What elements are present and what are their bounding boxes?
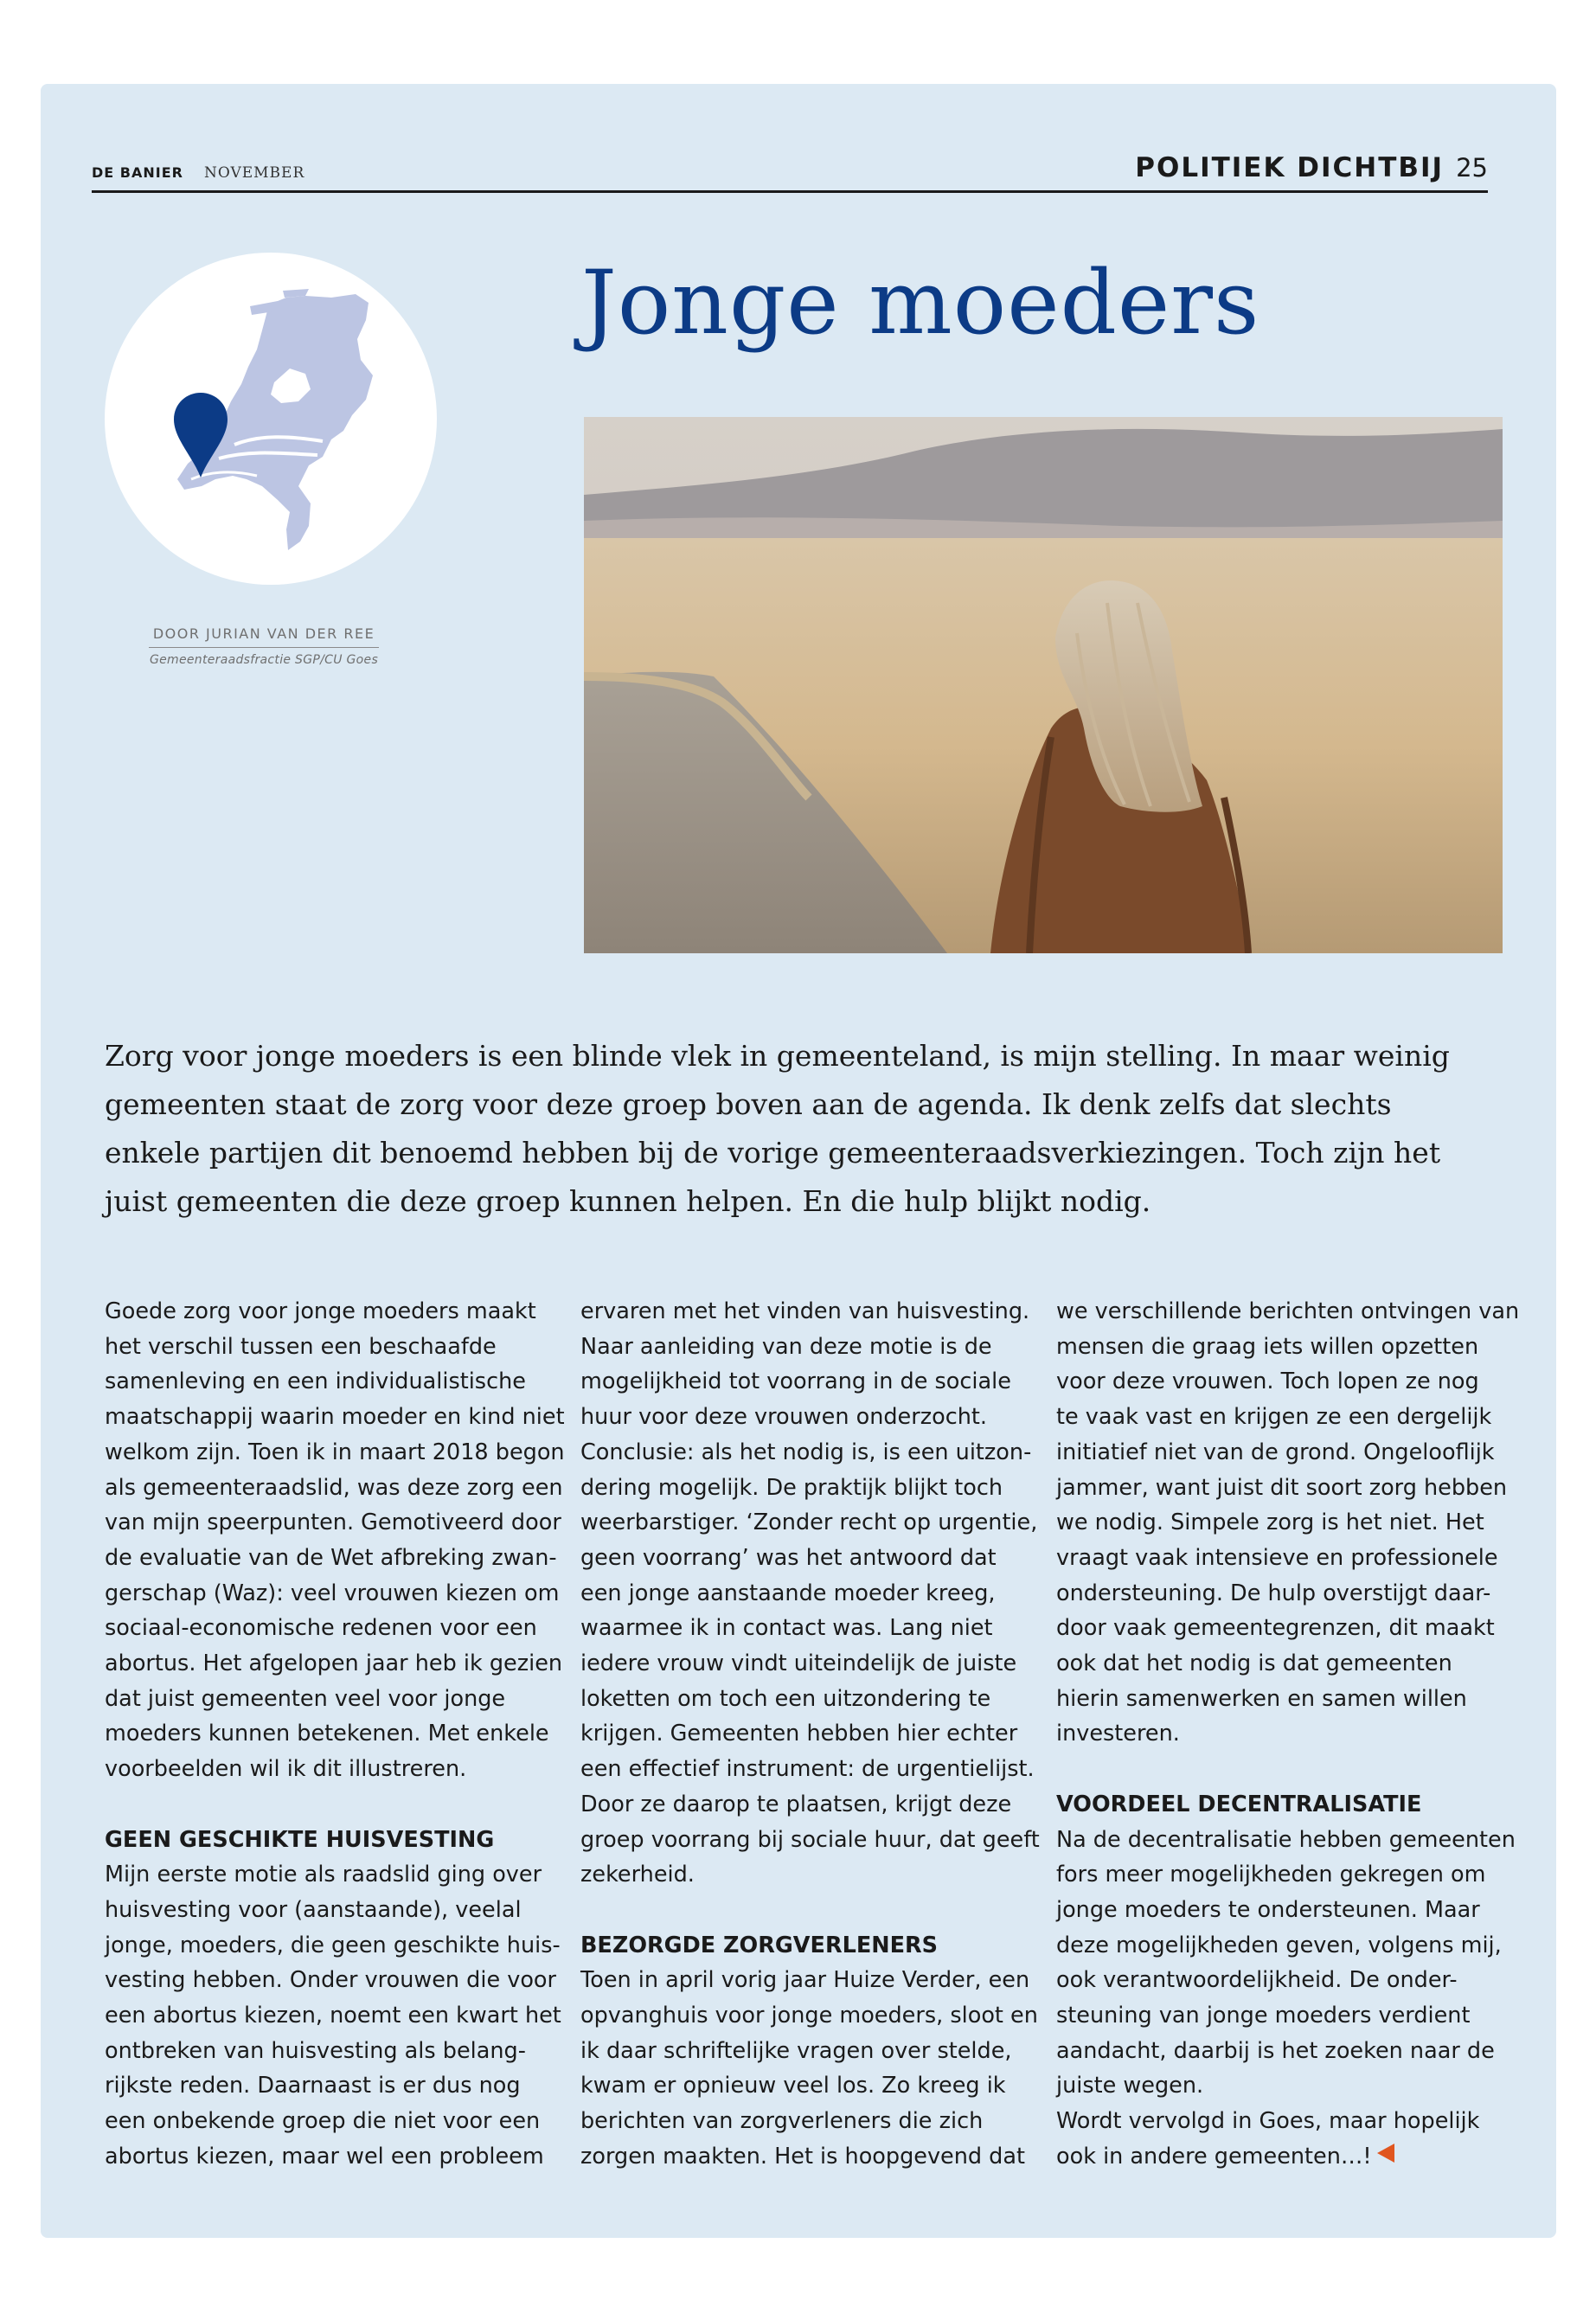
publication-name: DE BANIER	[92, 164, 183, 181]
body-line: welkom zijn. Toen ik in maart 2018 begon	[105, 1439, 565, 1465]
body-line: een jonge aanstaande moeder kreeg,	[580, 1580, 996, 1606]
subheading: GEEN GESCHIKTE HUISVESTING	[105, 1826, 495, 1853]
body-line: voor deze vrouwen. Toch lopen ze nog	[1056, 1368, 1479, 1395]
body-line: mogelijkheid tot voorrang in de sociale	[580, 1368, 1011, 1395]
paragraph-gap	[1056, 1752, 1506, 1787]
body-line: zekerheid.	[580, 1862, 695, 1888]
netherlands-map-icon	[105, 253, 437, 585]
body-line: de evaluatie van de Wet afbreking zwan-	[105, 1544, 557, 1571]
byline-author: DOOR JURIAN VAN DER REE	[149, 625, 379, 648]
header-left	[92, 164, 304, 182]
page-number: 25	[1456, 153, 1488, 183]
body-line: deze mogelijkheden geven, volgens mij,	[1056, 1932, 1502, 1958]
body-line: initiatief niet van de grond. Ongelooflijk	[1056, 1439, 1495, 1465]
body-line: steuning van jonge moeders verdient	[1056, 2003, 1471, 2029]
body-line: dat juist gemeenten veel voor jonge	[105, 1685, 506, 1712]
subheading: VOORDEEL DECENTRALISATIE	[1056, 1791, 1422, 1817]
body-line: hierin samenwerken en samen willen	[1056, 1685, 1467, 1712]
body-line: maatschappij waarin moeder en kind niet	[105, 1404, 565, 1431]
body-line: een abortus kiezen, noemt een kwart het	[105, 2003, 561, 2029]
body-line: ik daar schriftelijke vragen over stelde,	[580, 2037, 1012, 2064]
photo-woman-in-field	[584, 417, 1503, 953]
body-line: Na de decentralisatie hebben gemeenten	[1056, 1826, 1516, 1853]
body-line: Conclusie: als het nodig is, is een uitzon-	[580, 1439, 1032, 1465]
body-line: opvanghuis voor jonge moeders, sloot en	[580, 2003, 1038, 2029]
body-line: het verschil tussen een beschaafde	[105, 1333, 497, 1360]
article-column-1	[105, 1294, 565, 2175]
body-line: juiste wegen.	[1056, 2073, 1204, 2099]
body-line: kwam er opnieuw veel los. Zo kreeg ik	[580, 2073, 1006, 2099]
body-line: ook in andere gemeenten…!	[1056, 2139, 1506, 2175]
body-line: jonge, moeders, die geen geschikte huis-	[105, 1932, 561, 1958]
body-line: jammer, want juist dit soort zorg hebben	[1056, 1474, 1508, 1501]
article-column-3	[1056, 1294, 1520, 2175]
body-line: door vaak gemeentegrenzen, dit maakt	[1056, 1615, 1495, 1642]
body-line: berichten van zorgverleners die zich	[580, 2108, 984, 2135]
body-line: samenleving en een individualistische	[105, 1368, 526, 1395]
page-header	[92, 154, 1488, 193]
body-line: zorgen maakten. Het is hoopgevend dat	[580, 2143, 1025, 2170]
body-line: investeren.	[1056, 1721, 1180, 1747]
paragraph-gap	[105, 1787, 554, 1823]
body-line: weerbarstiger. ‘Zonder recht op urgentie,	[580, 1509, 1038, 1536]
body-line: groep voorrang bij sociale huur, dat geeft	[580, 1826, 1040, 1853]
article-title: Jonge moeders	[581, 252, 1260, 355]
body-line: dering mogelijk. De praktijk blijkt toch	[580, 1474, 1003, 1501]
body-line: abortus kiezen, maar wel een probleem	[105, 2143, 544, 2170]
body-line: ondersteuning. De hulp overstijgt daar-	[1056, 1580, 1491, 1606]
byline-role: Gemeenteraadsfractie SGP/CU Goes	[149, 653, 379, 667]
body-line: een effectief instrument: de urgentielijst.	[580, 1756, 1035, 1783]
issue-month: NOVEMBER	[203, 164, 305, 182]
body-line: als gemeenteraadslid, was deze zorg een	[105, 1474, 563, 1501]
body-line: voorbeelden wil ik dit illustreren.	[105, 1756, 467, 1783]
body-line: huisvesting voor (aanstaande), veelal	[105, 1896, 522, 1923]
body-line: huur voor deze vrouwen onderzocht.	[580, 1404, 987, 1431]
subheading: BEZORGDE ZORGVERLENERS	[580, 1932, 939, 1958]
body-line: jonge moeders te ondersteunen. Maar	[1056, 1896, 1480, 1923]
body-line: vraagt vaak intensieve en professionele	[1056, 1544, 1498, 1571]
body-line: mensen die graag iets willen opzetten	[1056, 1333, 1479, 1360]
article-column-2	[580, 1294, 1040, 2175]
body-line: iedere vrouw vindt uiteindelijk de juiste	[580, 1650, 1017, 1677]
body-line: Mijn eerste motie als raadslid ging over	[105, 1862, 542, 1888]
body-line: moeders kunnen betekenen. Met enkele	[105, 1721, 549, 1747]
body-line: abortus. Het afgelopen jaar heb ik gezien	[105, 1650, 563, 1677]
body-line: geen voorrang’ was het antwoord dat	[580, 1544, 997, 1571]
location-map	[105, 253, 437, 585]
body-line: sociaal-economische redenen voor een	[105, 1615, 537, 1642]
body-line: aandacht, daarbij is het zoeken naar de	[1056, 2037, 1495, 2064]
article-photo	[584, 417, 1503, 953]
byline	[149, 625, 379, 667]
body-line: fors meer mogelijkheden gekregen om	[1056, 1862, 1486, 1888]
body-line: een onbekende groep die niet voor een	[105, 2108, 541, 2135]
body-line: rijkste reden. Daarnaast is er dus nog	[105, 2073, 521, 2099]
end-of-article-icon	[1377, 2144, 1394, 2163]
body-line: waarmee ik in contact was. Lang niet	[580, 1615, 993, 1642]
body-line: Naar aanleiding van deze motie is de	[580, 1333, 992, 1360]
body-line: we nodig. Simpele zorg is het niet. Het	[1056, 1509, 1484, 1536]
body-line: Door ze daarop te plaatsen, krijgt deze	[580, 1791, 1012, 1817]
section-title: POLITIEK DICHTBIJ	[1135, 152, 1445, 183]
body-line: ook dat het nodig is dat gemeenten	[1056, 1650, 1452, 1677]
body-line: Wordt vervolgd in Goes, maar hopelijk	[1056, 2108, 1480, 2135]
body-line: Goede zorg voor jonge moeders maakt	[105, 1298, 536, 1324]
body-line: ook verantwoordelijkheid. De onder-	[1056, 1967, 1458, 1994]
body-line: Toen in april vorig jaar Huize Verder, een	[580, 1967, 1030, 1994]
body-line: vesting hebben. Onder vrouwen die voor	[105, 1967, 557, 1994]
article-lead: Zorg voor jonge moeders is een blinde vlek in gemeenteland, is mijn stelling. In maar weinig gemeenten staat de zorg voor deze groep boven aan de agenda. Ik denk zelfs dat slechts enkele partijen dit benoemd hebben bij de vorige gemeenteraadsverkiezingen. Toch zijn het juist gemeenten die deze groep kunnen helpen. En die hulp blijkt nodig.	[105, 1039, 1450, 1218]
header-right	[1135, 152, 1488, 183]
body-line: ervaren met het vinden van huisvesting.	[580, 1298, 1030, 1324]
body-line: ontbreken van huisvesting als belang-	[105, 2037, 526, 2064]
body-line: we verschillende berichten ontvingen van	[1056, 1298, 1520, 1324]
body-line: gerschap (Waz): veel vrouwen kiezen om	[105, 1580, 560, 1606]
body-line: te vaak vast en krijgen ze een dergelijk	[1056, 1404, 1492, 1431]
body-line: van mijn speerpunten. Gemotiveerd door	[105, 1509, 561, 1536]
body-line: loketten om toch een uitzondering te	[580, 1685, 991, 1712]
body-line: krijgen. Gemeenten hebben hier echter	[580, 1721, 1018, 1747]
paragraph-gap	[580, 1893, 1030, 1928]
